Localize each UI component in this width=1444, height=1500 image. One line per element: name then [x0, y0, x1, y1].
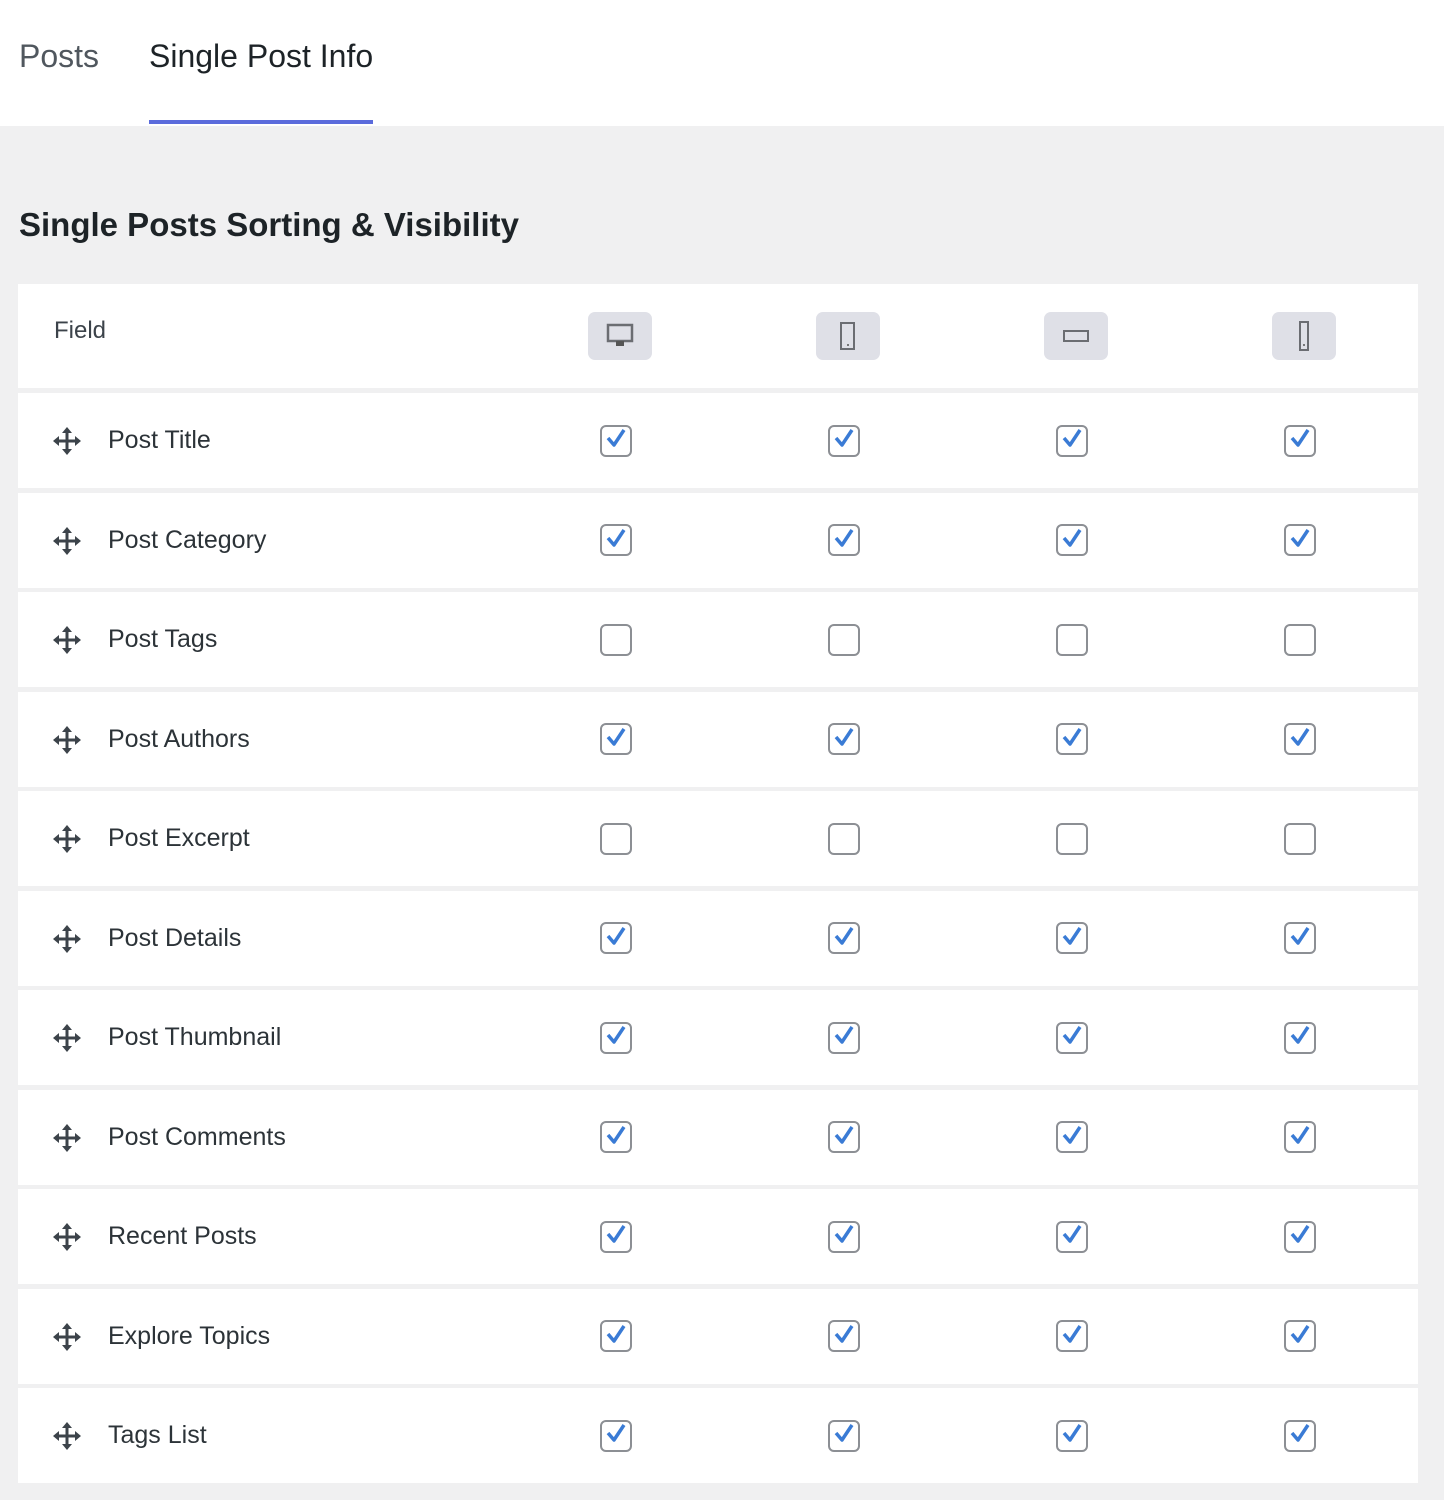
table-row [18, 891, 1418, 986]
table-row [18, 791, 1418, 886]
checkmark-icon [1060, 526, 1084, 555]
visibility-checkbox-tablet-landscape[interactable] [1056, 1121, 1088, 1153]
checkmark-icon [1288, 1322, 1312, 1351]
visibility-checkbox-mobile[interactable] [1284, 524, 1316, 556]
visibility-table [18, 284, 1418, 1488]
checkmark-icon [1288, 725, 1312, 754]
visibility-checkbox-mobile[interactable] [1284, 624, 1316, 656]
checkmark-icon [832, 1222, 856, 1251]
checkmark-icon [604, 1023, 628, 1052]
drag-handle-icon[interactable] [52, 426, 82, 456]
checkmark-icon [1288, 1023, 1312, 1052]
drag-handle-icon[interactable] [52, 1023, 82, 1053]
checkbox-cell [1056, 692, 1088, 787]
checkmark-icon [604, 924, 628, 953]
checkbox-cell [1056, 791, 1088, 886]
visibility-checkbox-tablet[interactable] [828, 1320, 860, 1352]
checkbox-cell [600, 990, 632, 1085]
field-header: Field [54, 317, 107, 344]
checkbox-cell [600, 493, 632, 588]
visibility-checkbox-tablet-landscape[interactable] [1056, 524, 1088, 556]
visibility-checkbox-tablet[interactable] [828, 524, 860, 556]
table-row [18, 1289, 1418, 1384]
table-row [18, 1189, 1418, 1284]
checkmark-icon [1288, 1222, 1312, 1251]
checkbox-cell [1284, 990, 1316, 1085]
checkbox-cell [600, 393, 632, 488]
checkmark-icon [1060, 1023, 1084, 1052]
drag-handle-icon[interactable] [52, 625, 82, 655]
desktop-icon [588, 312, 652, 360]
visibility-checkbox-tablet-landscape[interactable] [1056, 1022, 1088, 1054]
checkmark-icon [1288, 1123, 1312, 1152]
checkbox-cell [1056, 990, 1088, 1085]
checkbox-cell [600, 891, 632, 986]
visibility-checkbox-tablet[interactable] [828, 922, 860, 954]
checkmark-icon [832, 1322, 856, 1351]
visibility-checkbox-desktop[interactable] [600, 1121, 632, 1153]
checkbox-cell [828, 393, 860, 488]
visibility-checkbox-tablet[interactable] [828, 425, 860, 457]
mobile-icon [1272, 312, 1336, 360]
visibility-checkbox-mobile[interactable] [1284, 1022, 1316, 1054]
field-label: Post Details [108, 923, 242, 952]
visibility-checkbox-tablet[interactable] [828, 1121, 860, 1153]
section-title: Single Posts Sorting & Visibility [19, 206, 519, 243]
checkmark-icon [604, 1123, 628, 1152]
table-row [18, 692, 1418, 787]
table-row [18, 1090, 1418, 1185]
checkbox-cell [1284, 791, 1316, 886]
checkbox-cell [600, 1289, 632, 1384]
checkmark-icon [832, 526, 856, 555]
checkbox-cell [1284, 1090, 1316, 1185]
visibility-checkbox-tablet-landscape[interactable] [1056, 922, 1088, 954]
field-label: Post Thumbnail [108, 1023, 282, 1051]
visibility-checkbox-tablet[interactable] [828, 1420, 860, 1452]
tablet-landscape-icon [1044, 312, 1108, 360]
checkbox-cell [600, 1388, 632, 1483]
checkmark-icon [604, 426, 628, 455]
drag-handle-icon[interactable] [52, 725, 82, 755]
table-row [18, 990, 1418, 1085]
visibility-checkbox-mobile[interactable] [1284, 1420, 1316, 1452]
field-label: Post Tags [108, 625, 218, 653]
visibility-checkbox-mobile[interactable] [1284, 723, 1316, 755]
visibility-checkbox-tablet[interactable] [828, 823, 860, 855]
visibility-checkbox-desktop[interactable] [600, 524, 632, 556]
table-row [18, 393, 1418, 488]
checkmark-icon [1060, 1421, 1084, 1450]
checkbox-cell [828, 1189, 860, 1284]
checkbox-cell [1284, 592, 1316, 687]
tab-single-post-info[interactable]: Single Post Info [149, 38, 374, 74]
checkbox-cell [828, 1289, 860, 1384]
checkbox-cell [1056, 1090, 1088, 1185]
drag-handle-icon[interactable] [52, 1222, 82, 1252]
tab-bar [0, 0, 1444, 126]
checkmark-icon [832, 1421, 856, 1450]
visibility-checkbox-mobile[interactable] [1284, 823, 1316, 855]
field-label: Explore Topics [108, 1321, 271, 1350]
field-label: Post Title [108, 426, 211, 454]
checkmark-icon [1288, 1421, 1312, 1450]
checkbox-cell [1284, 493, 1316, 588]
visibility-checkbox-desktop[interactable] [600, 1420, 632, 1452]
visibility-checkbox-desktop[interactable] [600, 425, 632, 457]
checkbox-cell [600, 1189, 632, 1284]
visibility-checkbox-tablet-landscape[interactable] [1056, 723, 1088, 755]
checkmark-icon [1060, 426, 1084, 455]
checkbox-cell [828, 1388, 860, 1483]
drag-handle-icon[interactable] [52, 1421, 82, 1451]
visibility-checkbox-tablet[interactable] [828, 1221, 860, 1253]
visibility-checkbox-desktop[interactable] [600, 922, 632, 954]
checkmark-icon [832, 1023, 856, 1052]
checkmark-icon [832, 924, 856, 953]
visibility-checkbox-desktop[interactable] [600, 624, 632, 656]
checkmark-icon [1060, 924, 1084, 953]
drag-handle-icon[interactable] [52, 1123, 82, 1153]
checkmark-icon [604, 725, 628, 754]
checkmark-icon [1060, 1222, 1084, 1251]
checkmark-icon [832, 725, 856, 754]
checkmark-icon [1288, 924, 1312, 953]
field-label: Post Authors [108, 724, 250, 753]
visibility-checkbox-mobile[interactable] [1284, 425, 1316, 457]
checkmark-icon [1060, 1123, 1084, 1152]
visibility-checkbox-desktop[interactable] [600, 823, 632, 855]
visibility-checkbox-tablet-landscape[interactable] [1056, 1221, 1088, 1253]
drag-handle-icon[interactable] [52, 526, 82, 556]
visibility-checkbox-desktop[interactable] [600, 723, 632, 755]
visibility-checkbox-tablet-landscape[interactable] [1056, 425, 1088, 457]
checkmark-icon [604, 526, 628, 555]
visibility-checkbox-mobile[interactable] [1284, 1121, 1316, 1153]
checkbox-cell [1056, 891, 1088, 986]
checkbox-cell [1284, 1388, 1316, 1483]
visibility-checkbox-mobile[interactable] [1284, 922, 1316, 954]
checkbox-cell [828, 493, 860, 588]
checkbox-cell [828, 791, 860, 886]
checkbox-cell [1284, 1189, 1316, 1284]
field-label: Post Excerpt [108, 824, 250, 852]
visibility-checkbox-tablet-landscape[interactable] [1056, 1320, 1088, 1352]
checkbox-cell [828, 1090, 860, 1185]
field-label: Post Comments [108, 1122, 286, 1151]
checkbox-cell [1056, 1388, 1088, 1483]
checkbox-cell [600, 1090, 632, 1185]
visibility-checkbox-tablet[interactable] [828, 624, 860, 656]
checkbox-cell [1056, 1289, 1088, 1384]
checkbox-cell [1056, 1189, 1088, 1284]
checkbox-cell [1284, 692, 1316, 787]
checkmark-icon [1288, 426, 1312, 455]
checkbox-cell [600, 692, 632, 787]
checkmark-icon [604, 1322, 628, 1351]
checkbox-cell [1056, 393, 1088, 488]
checkbox-cell [1284, 1289, 1316, 1384]
drag-handle-icon[interactable] [52, 824, 82, 854]
checkbox-cell [828, 692, 860, 787]
tablet-icon [816, 312, 880, 360]
table-row [18, 592, 1418, 687]
checkbox-cell [600, 592, 632, 687]
field-label: Recent Posts [108, 1222, 257, 1250]
table-row [18, 493, 1418, 588]
visibility-checkbox-tablet[interactable] [828, 723, 860, 755]
visibility-checkbox-desktop[interactable] [600, 1022, 632, 1054]
checkbox-cell [600, 791, 632, 886]
visibility-checkbox-mobile[interactable] [1284, 1320, 1316, 1352]
checkbox-cell [1284, 393, 1316, 488]
checkbox-cell [828, 891, 860, 986]
checkbox-cell [1284, 891, 1316, 986]
table-row [18, 1388, 1418, 1483]
visibility-checkbox-tablet-landscape[interactable] [1056, 624, 1088, 656]
checkmark-icon [1288, 526, 1312, 555]
checkbox-cell [1056, 592, 1088, 687]
drag-handle-icon[interactable] [52, 924, 82, 954]
visibility-checkbox-tablet-landscape[interactable] [1056, 1420, 1088, 1452]
checkmark-icon [604, 1421, 628, 1450]
visibility-checkbox-desktop[interactable] [600, 1320, 632, 1352]
checkmark-icon [1060, 725, 1084, 754]
table-header [18, 284, 1418, 388]
visibility-checkbox-mobile[interactable] [1284, 1221, 1316, 1253]
visibility-checkbox-tablet[interactable] [828, 1022, 860, 1054]
field-label: Post Category [108, 525, 267, 554]
checkbox-cell [828, 592, 860, 687]
visibility-checkbox-desktop[interactable] [600, 1221, 632, 1253]
field-label: Tags List [108, 1421, 207, 1449]
checkbox-cell [828, 990, 860, 1085]
checkmark-icon [604, 1222, 628, 1251]
checkmark-icon [1060, 1322, 1084, 1351]
checkmark-icon [832, 1123, 856, 1152]
drag-handle-icon[interactable] [52, 1322, 82, 1352]
tab-posts[interactable]: Posts [19, 38, 100, 74]
checkbox-cell [1056, 493, 1088, 588]
checkmark-icon [832, 426, 856, 455]
visibility-checkbox-tablet-landscape[interactable] [1056, 823, 1088, 855]
